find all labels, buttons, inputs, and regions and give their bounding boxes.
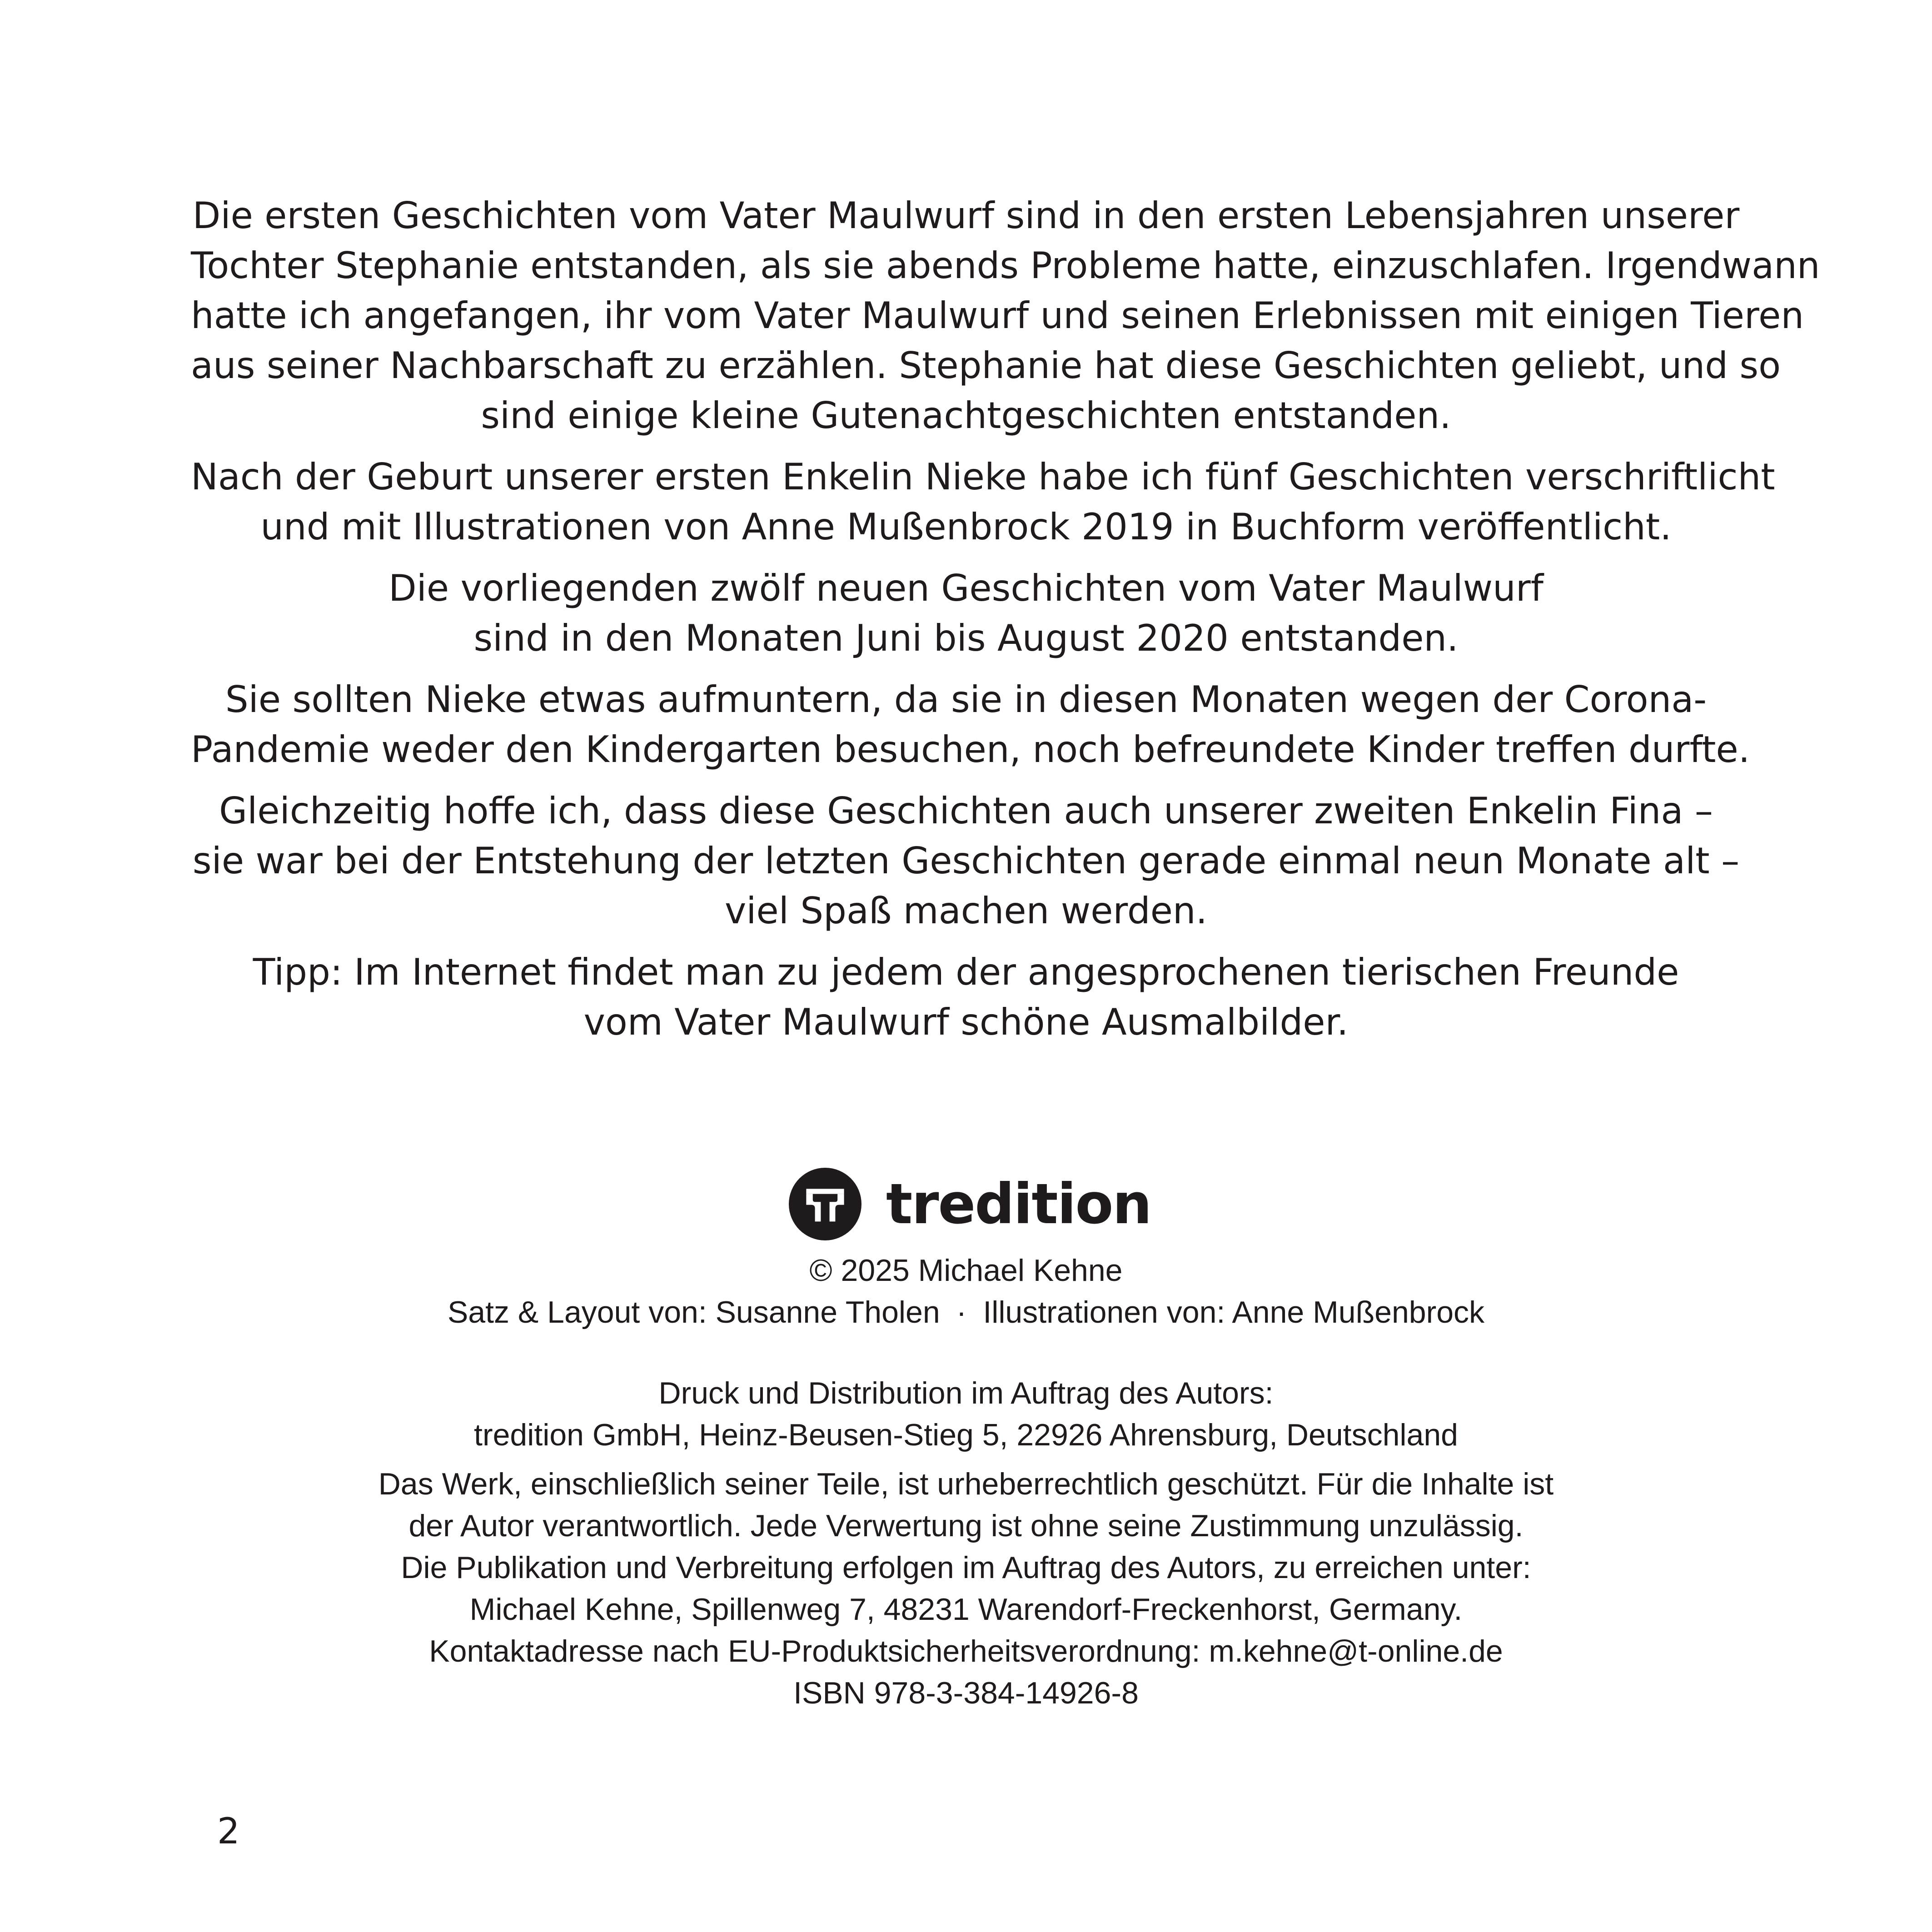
intro-paragraph-6 (191, 947, 1741, 1047)
text-line: sind in den Monaten Juni bis August 2020 entstanden. (473, 617, 1459, 659)
legal-line: der Autor verantwortlich. Jede Verwertung ist ohne seine Zustimmung unzulässig. (408, 1509, 1524, 1543)
text-line: sind einige kleine Gutenachtgeschichten entstanden. (481, 394, 1451, 437)
text-line: hatte ich angefangen, ihr vom Vater Maulwurf und seinen Erlebnissen mit einigen Tieren (191, 294, 1804, 337)
publisher-wordmark: tredition (886, 1172, 1151, 1236)
intro-paragraph-4 (191, 675, 1750, 775)
intro-paragraph-1 (191, 191, 1820, 441)
text-line: Tochter Stephanie entstanden, als sie abends Probleme hatte, einzuschlafen. Irgendwann (191, 244, 1820, 287)
text-line: Die ersten Geschichten vom Vater Maulwurf sind in den ersten Lebensjahren unserer (192, 194, 1740, 237)
text-line: und mit Illustrationen von Anne Mußenbrock 2019 in Buchform veröffentlicht. (260, 506, 1672, 548)
publisher-logo (789, 1165, 1151, 1243)
credits-layout: Satz & Layout von: Susanne Tholen (447, 1295, 940, 1329)
print-line: tredition GmbH, Heinz-Beusen-Stieg 5, 22926 Ahrensburg, Deutschland (474, 1418, 1458, 1452)
legal-line: Das Werk, einschließlich seiner Teile, ist urheberrechtlich geschützt. Für die Inhalte ist (378, 1467, 1554, 1501)
text-line: Gleichzeitig hoffe ich, dass diese Geschichten auch unserer zweiten Enkelin Fina – (219, 790, 1713, 832)
text-line: viel Spaß machen werden. (724, 890, 1208, 932)
legal-line: Kontaktadresse nach EU-Produktsicherheitsverordnung: m.kehne@t-online.de (429, 1634, 1503, 1668)
copyright-line: © 2025 Michael Kehne (809, 1253, 1123, 1288)
legal-block (191, 1463, 1741, 1714)
credits-line (191, 1291, 1741, 1333)
copyright-block (191, 1250, 1741, 1333)
print-block (191, 1372, 1741, 1456)
text-line: Tipp: Im Internet findet man zu jedem der angesprochenen tierischen Freunde (253, 951, 1679, 993)
credits-illustrations: Illustrationen von: Anne Mußenbrock (983, 1295, 1485, 1329)
text-line: vom Vater Maulwurf schöne Ausmalbilder. (583, 1001, 1349, 1043)
intro-paragraph-5 (191, 786, 1741, 936)
tredition-logo-icon (789, 1168, 861, 1240)
print-line: Druck und Distribution im Auftrag des Autors: (658, 1376, 1274, 1410)
text-line: Die vorliegenden zwölf neuen Geschichten vom Vater Maulwurf (388, 567, 1544, 609)
text-line: Sie sollten Nieke etwas aufmuntern, da sie in diesen Monaten wegen der Corona- (225, 678, 1707, 721)
legal-line: Michael Kehne, Spillenweg 7, 48231 Warendorf-Freckenhorst, Germany. (469, 1592, 1463, 1627)
legal-line: Die Publikation und Verbreitung erfolgen im Auftrag des Autors, zu erreichen unter: (401, 1550, 1531, 1585)
text-line: Nach der Geburt unserer ersten Enkelin Nieke habe ich fünf Geschichten verschriftlicht (191, 456, 1775, 498)
intro-paragraph-3 (191, 563, 1741, 663)
text-line: sie war bei der Entstehung der letzten Geschichten gerade einmal neun Monate alt – (192, 840, 1740, 882)
page-number: 2 (217, 1811, 240, 1852)
intro-text (191, 191, 1820, 1059)
isbn-line: ISBN 978-3-384-14926-8 (793, 1676, 1139, 1710)
credits-separator: · (956, 1295, 967, 1329)
text-line: aus seiner Nachbarschaft zu erzählen. Stephanie hat diese Geschichten geliebt, und so (191, 344, 1781, 387)
intro-paragraph-2 (191, 452, 1775, 552)
text-line: Pandemie weder den Kindergarten besuchen, noch befreundete Kinder treffen durfte. (191, 728, 1750, 771)
